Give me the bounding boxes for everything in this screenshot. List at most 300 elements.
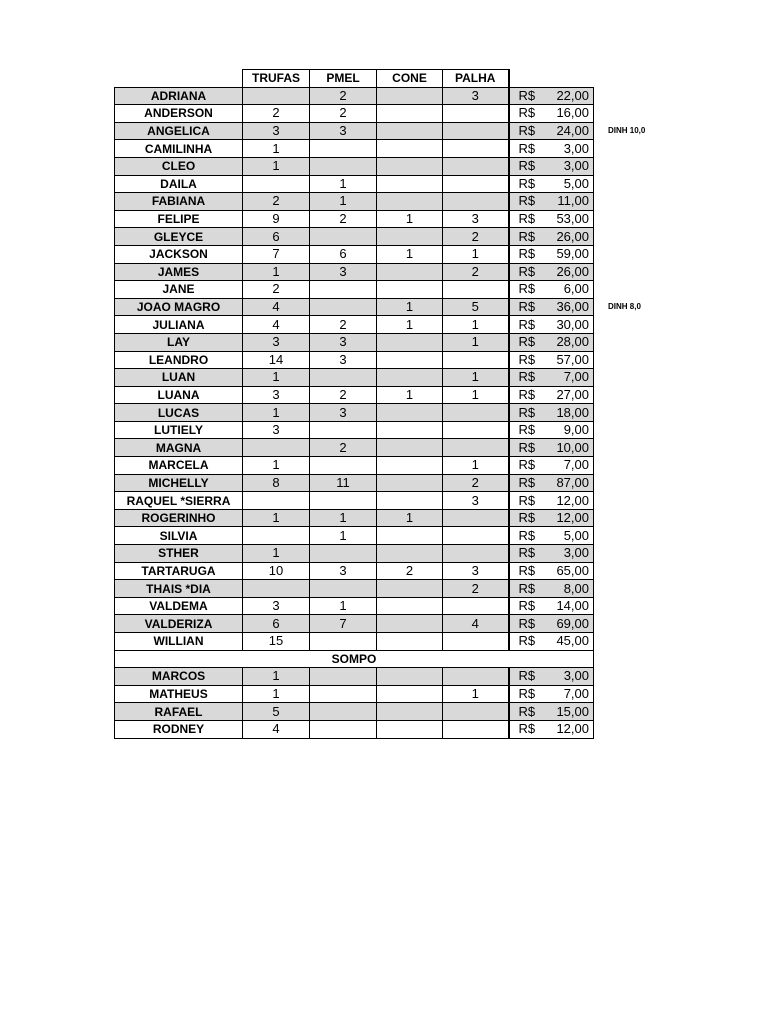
pmel-cell [310,140,377,158]
palha-cell: 5 [443,298,509,316]
table-row [115,720,594,738]
cone-cell [377,457,443,475]
cone-cell [377,474,443,492]
name-cell: DAILA [115,175,243,193]
amount-cell: 27,00 [543,386,594,404]
pmel-cell [310,720,377,738]
cone-cell [377,228,443,246]
name-cell: MAGNA [115,439,243,457]
pmel-cell: 1 [310,509,377,527]
trufas-cell [243,580,310,598]
cone-cell [377,633,443,651]
trufas-cell: 3 [243,122,310,140]
palha-cell: 2 [443,580,509,598]
cone-cell [377,685,443,703]
trufas-cell: 1 [243,685,310,703]
table-row [115,580,594,598]
currency-cell: R$ [509,175,543,193]
pmel-cell [310,369,377,387]
palha-cell [443,122,509,140]
palha-cell: 2 [443,474,509,492]
main-rows [115,87,594,650]
pmel-cell [310,421,377,439]
amount-cell: 28,00 [543,333,594,351]
table-row [115,404,594,422]
cone-cell [377,281,443,299]
amount-cell: 57,00 [543,351,594,369]
name-cell: SILVIA [115,527,243,545]
trufas-cell: 1 [243,157,310,175]
pmel-cell [310,457,377,475]
palha-cell [443,175,509,193]
name-cell: MATHEUS [115,685,243,703]
name-cell: JANE [115,281,243,299]
currency-cell: R$ [509,193,543,211]
palha-cell [443,193,509,211]
group-header-row [115,650,594,668]
name-cell: JAMES [115,263,243,281]
palha-cell [443,351,509,369]
trufas-cell: 4 [243,298,310,316]
pmel-cell: 2 [310,105,377,123]
currency-cell: R$ [509,157,543,175]
palha-cell: 4 [443,615,509,633]
currency-cell: R$ [509,703,543,721]
cone-cell [377,597,443,615]
pmel-cell: 1 [310,193,377,211]
table-row [115,509,594,527]
amount-cell: 7,00 [543,457,594,475]
cone-cell: 1 [377,386,443,404]
table-row [115,474,594,492]
currency-cell: R$ [509,316,543,334]
cone-cell: 1 [377,316,443,334]
amount-cell: 53,00 [543,210,594,228]
amount-cell: 5,00 [543,527,594,545]
name-cell: WILLIAN [115,633,243,651]
trufas-cell: 1 [243,369,310,387]
palha-cell: 1 [443,369,509,387]
name-cell: JULIANA [115,316,243,334]
palha-cell: 1 [443,316,509,334]
pmel-cell: 2 [310,386,377,404]
currency-cell: R$ [509,140,543,158]
amount-cell: 69,00 [543,615,594,633]
palha-cell: 1 [443,386,509,404]
table-row [115,527,594,545]
pmel-cell [310,580,377,598]
trufas-cell: 2 [243,105,310,123]
name-cell: TARTARUGA [115,562,243,580]
name-cell: GLEYCE [115,228,243,246]
pmel-cell [310,157,377,175]
palha-cell: 1 [443,457,509,475]
palha-cell: 3 [443,87,509,105]
amount-cell: 5,00 [543,175,594,193]
currency-cell: R$ [509,281,543,299]
palha-cell [443,157,509,175]
currency-cell: R$ [509,439,543,457]
currency-cell: R$ [509,668,543,686]
pmel-cell [310,545,377,563]
trufas-cell: 7 [243,245,310,263]
cone-cell [377,492,443,510]
palha-cell [443,140,509,158]
amount-cell: 6,00 [543,281,594,299]
trufas-cell: 6 [243,228,310,246]
cone-cell [377,140,443,158]
currency-cell: R$ [509,333,543,351]
cone-cell [377,193,443,211]
header-palha: PALHA [443,70,509,88]
table-row [115,333,594,351]
name-cell: RAFAEL [115,703,243,721]
name-cell: FABIANA [115,193,243,211]
table-row [115,386,594,404]
name-cell: VALDEMA [115,597,243,615]
palha-cell [443,597,509,615]
name-cell: MICHELLY [115,474,243,492]
palha-cell [443,281,509,299]
amount-cell: 7,00 [543,369,594,387]
name-cell: LEANDRO [115,351,243,369]
table-row [115,685,594,703]
amount-cell: 16,00 [543,105,594,123]
group-section [115,650,594,668]
table-row [115,457,594,475]
amount-cell: 12,00 [543,509,594,527]
cone-cell: 1 [377,509,443,527]
palha-cell [443,703,509,721]
table-row [115,633,594,651]
pmel-cell: 3 [310,404,377,422]
palha-cell [443,545,509,563]
amount-cell: 3,00 [543,668,594,686]
currency-cell: R$ [509,421,543,439]
name-cell: RAQUEL *SIERRA [115,492,243,510]
table-row [115,668,594,686]
amount-cell: 22,00 [543,87,594,105]
cone-cell [377,703,443,721]
name-cell: ROGERINHO [115,509,243,527]
trufas-cell [243,175,310,193]
table-row [115,157,594,175]
trufas-cell: 4 [243,316,310,334]
table-row [115,439,594,457]
table-row [115,351,594,369]
table-row [115,316,594,334]
trufas-cell: 1 [243,545,310,563]
trufas-cell: 3 [243,421,310,439]
trufas-cell: 2 [243,193,310,211]
cone-cell [377,369,443,387]
cone-cell [377,105,443,123]
cone-cell [377,333,443,351]
cone-cell [377,668,443,686]
palha-cell [443,527,509,545]
trufas-cell: 5 [243,703,310,721]
currency-cell: R$ [509,492,543,510]
pmel-cell: 3 [310,333,377,351]
cone-cell [377,545,443,563]
palha-cell [443,421,509,439]
cone-cell [377,157,443,175]
blank-header-total [509,70,594,88]
table-row [115,562,594,580]
amount-cell: 87,00 [543,474,594,492]
name-cell: FELIPE [115,210,243,228]
currency-cell: R$ [509,351,543,369]
table-row [115,421,594,439]
currency-cell: R$ [509,597,543,615]
cone-cell [377,87,443,105]
amount-cell: 18,00 [543,404,594,422]
trufas-cell: 2 [243,281,310,299]
trufas-cell: 3 [243,597,310,615]
header-cone: CONE [377,70,443,88]
amount-cell: 12,00 [543,720,594,738]
trufas-cell: 1 [243,140,310,158]
cone-cell [377,122,443,140]
currency-cell: R$ [509,633,543,651]
blank-header-cell [115,70,243,88]
pmel-cell: 7 [310,615,377,633]
name-cell: JOAO MAGRO [115,298,243,316]
pmel-cell [310,668,377,686]
cone-cell [377,527,443,545]
pmel-cell: 2 [310,316,377,334]
side-note: DINH 8,0 [608,302,641,312]
amount-cell: 36,00 [543,298,594,316]
amount-cell: 12,00 [543,492,594,510]
currency-cell: R$ [509,245,543,263]
amount-cell: 9,00 [543,421,594,439]
palha-cell [443,439,509,457]
currency-cell: R$ [509,228,543,246]
amount-cell: 15,00 [543,703,594,721]
cone-cell: 2 [377,562,443,580]
currency-cell: R$ [509,87,543,105]
currency-cell: R$ [509,562,543,580]
amount-cell: 59,00 [543,245,594,263]
palha-cell: 3 [443,562,509,580]
trufas-cell [243,492,310,510]
amount-cell: 26,00 [543,228,594,246]
table-row [115,615,594,633]
header-pmel: PMEL [310,70,377,88]
pmel-cell [310,281,377,299]
currency-cell: R$ [509,509,543,527]
cone-cell [377,421,443,439]
table-row [115,228,594,246]
trufas-cell [243,87,310,105]
amount-cell: 45,00 [543,633,594,651]
pmel-cell: 2 [310,210,377,228]
table-row [115,492,594,510]
cone-cell [377,720,443,738]
pmel-cell: 1 [310,175,377,193]
trufas-cell: 8 [243,474,310,492]
palha-cell [443,404,509,422]
pmel-cell: 3 [310,562,377,580]
pmel-cell: 11 [310,474,377,492]
currency-cell: R$ [509,615,543,633]
trufas-cell: 14 [243,351,310,369]
table-row [115,597,594,615]
table-row [115,545,594,563]
cone-cell [377,580,443,598]
currency-cell: R$ [509,474,543,492]
palha-cell: 3 [443,492,509,510]
trufas-cell: 1 [243,457,310,475]
pmel-cell: 6 [310,245,377,263]
name-cell: CAMILINHA [115,140,243,158]
pmel-cell: 1 [310,597,377,615]
cone-cell [377,439,443,457]
palha-cell: 2 [443,228,509,246]
table-row [115,703,594,721]
amount-cell: 24,00 [543,122,594,140]
group-rows [115,668,594,738]
name-cell: MARCELA [115,457,243,475]
header-row [115,70,594,88]
name-cell: MARCOS [115,668,243,686]
table-row [115,140,594,158]
name-cell: ADRIANA [115,87,243,105]
pmel-cell: 2 [310,87,377,105]
name-cell: LAY [115,333,243,351]
name-cell: JACKSON [115,245,243,263]
name-cell: RODNEY [115,720,243,738]
table-row [115,281,594,299]
palha-cell [443,105,509,123]
palha-cell: 2 [443,263,509,281]
trufas-cell [243,439,310,457]
palha-cell: 1 [443,333,509,351]
amount-cell: 3,00 [543,157,594,175]
name-cell: LUTIELY [115,421,243,439]
cone-cell: 1 [377,245,443,263]
trufas-cell: 10 [243,562,310,580]
currency-cell: R$ [509,210,543,228]
palha-cell: 1 [443,685,509,703]
currency-cell: R$ [509,685,543,703]
trufas-cell: 6 [243,615,310,633]
pmel-cell: 3 [310,122,377,140]
name-cell: LUAN [115,369,243,387]
trufas-cell: 3 [243,386,310,404]
amount-cell: 10,00 [543,439,594,457]
side-note: DINH 10,0 [608,126,646,136]
currency-cell: R$ [509,580,543,598]
currency-cell: R$ [509,122,543,140]
cone-cell [377,351,443,369]
name-cell: LUANA [115,386,243,404]
pmel-cell: 2 [310,439,377,457]
name-cell: ANDERSON [115,105,243,123]
cone-cell [377,263,443,281]
currency-cell: R$ [509,105,543,123]
name-cell: STHER [115,545,243,563]
pmel-cell [310,298,377,316]
amount-cell: 14,00 [543,597,594,615]
pmel-cell: 1 [310,527,377,545]
trufas-cell: 9 [243,210,310,228]
cone-cell [377,175,443,193]
table-row [115,263,594,281]
amount-cell: 3,00 [543,140,594,158]
amount-cell: 26,00 [543,263,594,281]
table-row [115,298,594,316]
group-label: SOMPO [115,650,594,668]
currency-cell: R$ [509,404,543,422]
currency-cell: R$ [509,545,543,563]
amount-cell: 30,00 [543,316,594,334]
cone-cell: 1 [377,210,443,228]
cone-cell: 1 [377,298,443,316]
palha-cell [443,509,509,527]
pmel-cell [310,228,377,246]
pmel-cell: 3 [310,263,377,281]
table-row [115,122,594,140]
currency-cell: R$ [509,386,543,404]
trufas-cell: 4 [243,720,310,738]
currency-cell: R$ [509,263,543,281]
table-row [115,369,594,387]
trufas-cell [243,527,310,545]
palha-cell [443,668,509,686]
name-cell: LUCAS [115,404,243,422]
palha-cell [443,633,509,651]
pmel-cell: 3 [310,351,377,369]
palha-cell: 3 [443,210,509,228]
pmel-cell [310,633,377,651]
header-trufas: TRUFAS [243,70,310,88]
palha-cell [443,720,509,738]
name-cell: ANGELICA [115,122,243,140]
table-row [115,210,594,228]
pmel-cell [310,685,377,703]
cone-cell [377,404,443,422]
currency-cell: R$ [509,720,543,738]
table-row [115,87,594,105]
amount-cell: 3,00 [543,545,594,563]
orders-table [114,69,594,739]
palha-cell: 1 [443,245,509,263]
currency-cell: R$ [509,369,543,387]
currency-cell: R$ [509,298,543,316]
trufas-cell: 15 [243,633,310,651]
pmel-cell [310,492,377,510]
amount-cell: 65,00 [543,562,594,580]
table-row [115,245,594,263]
pmel-cell [310,703,377,721]
table-row [115,175,594,193]
trufas-cell: 1 [243,668,310,686]
table-row [115,105,594,123]
trufas-cell: 1 [243,263,310,281]
amount-cell: 8,00 [543,580,594,598]
amount-cell: 7,00 [543,685,594,703]
name-cell: VALDERIZA [115,615,243,633]
currency-cell: R$ [509,457,543,475]
trufas-cell: 3 [243,333,310,351]
trufas-cell: 1 [243,404,310,422]
name-cell: THAIS *DIA [115,580,243,598]
table-row [115,193,594,211]
name-cell: CLEO [115,157,243,175]
amount-cell: 11,00 [543,193,594,211]
